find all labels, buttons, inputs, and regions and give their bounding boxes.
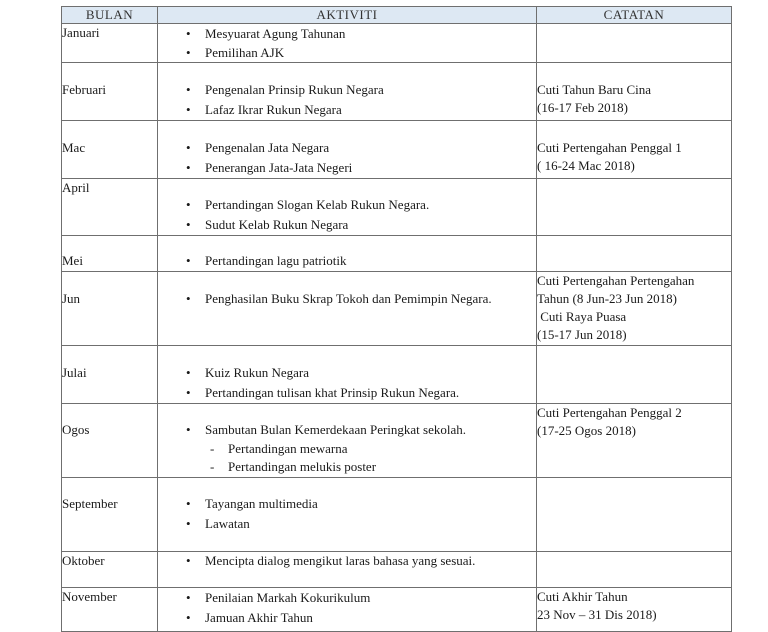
- activity-item: • Pengenalan Jata Negara: [158, 138, 536, 158]
- header-note: CATATAN: [537, 7, 732, 24]
- activity-cell: [158, 121, 537, 179]
- note-line: (17-25 Ogos 2018): [537, 423, 636, 438]
- bullet-icon: •: [186, 197, 191, 212]
- note-line: Tahun (8 Jun-23 Jun 2018): [537, 291, 677, 306]
- table-row: [62, 478, 732, 552]
- activity-cell: [158, 404, 537, 478]
- bullet-icon: •: [186, 217, 191, 232]
- bullet-icon: •: [186, 82, 191, 97]
- header-month: BULAN: [62, 7, 158, 24]
- activity-item: • Pengenalan Prinsip Rukun Negara: [158, 80, 536, 100]
- month-cell: Januari: [62, 24, 158, 63]
- note-line: ( 16-24 Mac 2018): [537, 158, 635, 173]
- note-cell: [537, 552, 732, 588]
- table-row: [62, 346, 732, 404]
- activity-plan-table: [61, 6, 732, 632]
- activity-item: • Penerangan Jata-Jata Negeri: [158, 158, 536, 178]
- table-row: [62, 179, 732, 236]
- note-cell: [537, 478, 732, 552]
- note-line: (15-17 Jun 2018): [537, 327, 627, 342]
- month-cell: April: [62, 179, 158, 236]
- note-cell: [537, 24, 732, 63]
- month-cell: Ogos: [62, 404, 158, 478]
- table-row: [62, 121, 732, 179]
- month-cell: Mac: [62, 121, 158, 179]
- note-cell: [537, 272, 732, 346]
- activity-item: • Pertandingan tulisan khat Prinsip Rukun Negara.: [158, 383, 536, 403]
- table-row: [62, 63, 732, 121]
- month-cell: Jun: [62, 272, 158, 346]
- month-cell: Mei: [62, 236, 158, 272]
- bullet-icon: •: [186, 102, 191, 117]
- bullet-icon: •: [186, 26, 191, 41]
- activity-cell: [158, 272, 537, 346]
- sub-activity-item: - Pertandingan melukis poster: [210, 459, 377, 474]
- note-cell: [537, 63, 732, 121]
- dash-icon: -: [210, 441, 215, 456]
- activity-cell: [158, 552, 537, 588]
- activity-item: • Lafaz Ikrar Rukun Negara: [158, 100, 536, 120]
- activity-cell: [158, 179, 537, 236]
- note-cell: [537, 236, 732, 272]
- bullet-icon: •: [186, 385, 191, 400]
- header-row: [62, 7, 732, 24]
- dash-icon: -: [210, 459, 215, 474]
- month-cell: Oktober: [62, 552, 158, 588]
- bullet-icon: •: [186, 253, 191, 268]
- activity-item: • Kuiz Rukun Negara: [158, 363, 536, 383]
- activity-item: • Tayangan multimedia: [158, 494, 536, 514]
- month-cell: Februari: [62, 63, 158, 121]
- table-row: [62, 552, 732, 588]
- table-row: [62, 236, 732, 272]
- activity-cell: [158, 63, 537, 121]
- table-row: [62, 272, 732, 346]
- activity-item: • Jamuan Akhir Tahun: [158, 608, 536, 628]
- header-activity: AKTIVITI: [158, 7, 537, 24]
- bullet-icon: •: [186, 291, 191, 306]
- note-line: Cuti Akhir Tahun: [537, 589, 628, 604]
- activity-item: • Penilaian Markah Kokurikulum: [158, 588, 536, 608]
- activity-cell: [158, 24, 537, 63]
- note-line: (16-17 Feb 2018): [537, 100, 628, 115]
- note-line: Cuti Pertengahan Penggal 1: [537, 140, 682, 155]
- bullet-icon: •: [186, 590, 191, 605]
- activity-cell: [158, 588, 537, 632]
- bullet-icon: •: [186, 610, 191, 625]
- bullet-icon: •: [186, 496, 191, 511]
- note-line: Cuti Raya Puasa: [537, 309, 627, 324]
- activity-item: • Sudut Kelab Rukun Negara: [158, 215, 536, 235]
- table-row: [62, 24, 732, 63]
- note-line: Cuti Pertengahan Penggal 2: [537, 405, 682, 420]
- month-cell: November: [62, 588, 158, 632]
- activity-item: • Lawatan: [158, 514, 536, 534]
- note-line: Cuti Pertengahan Pertengahan: [537, 273, 695, 288]
- bullet-icon: •: [186, 422, 191, 437]
- month-cell: Julai: [62, 346, 158, 404]
- activity-cell: [158, 346, 537, 404]
- note-cell: [537, 121, 732, 179]
- note-cell: [537, 588, 732, 632]
- note-cell: [537, 346, 732, 404]
- table-row: [62, 404, 732, 478]
- activity-item: • Pertandingan lagu patriotik: [186, 253, 347, 268]
- bullet-icon: •: [186, 160, 191, 175]
- activity-cell: [158, 478, 537, 552]
- activity-cell: [158, 236, 537, 272]
- activity-item: • Mencipta dialog mengikut laras bahasa yang sesuai.: [186, 553, 476, 568]
- activity-item: • Mesyuarat Agung Tahunan: [186, 26, 346, 41]
- table-row: [62, 588, 732, 632]
- note-cell: [537, 179, 732, 236]
- note-line: 23 Nov – 31 Dis 2018): [537, 607, 657, 622]
- bullet-icon: •: [186, 553, 191, 568]
- bullet-icon: •: [186, 45, 191, 60]
- activity-item: • Pertandingan Slogan Kelab Rukun Negara.: [158, 195, 536, 215]
- activity-item: • Pemilihan AJK: [186, 45, 285, 60]
- sub-activity-item: - Pertandingan mewarna: [210, 441, 348, 456]
- bullet-icon: •: [186, 140, 191, 155]
- note-line: Cuti Tahun Baru Cina: [537, 82, 652, 97]
- bullet-icon: •: [186, 516, 191, 531]
- activity-item: • Penghasilan Buku Skrap Tokoh dan Pemimpin Negara.: [158, 289, 536, 309]
- activity-item: • Sambutan Bulan Kemerdekaan Peringkat sekolah.: [158, 420, 536, 440]
- month-cell: September: [62, 478, 158, 552]
- bullet-icon: •: [186, 365, 191, 380]
- note-cell: [537, 404, 732, 478]
